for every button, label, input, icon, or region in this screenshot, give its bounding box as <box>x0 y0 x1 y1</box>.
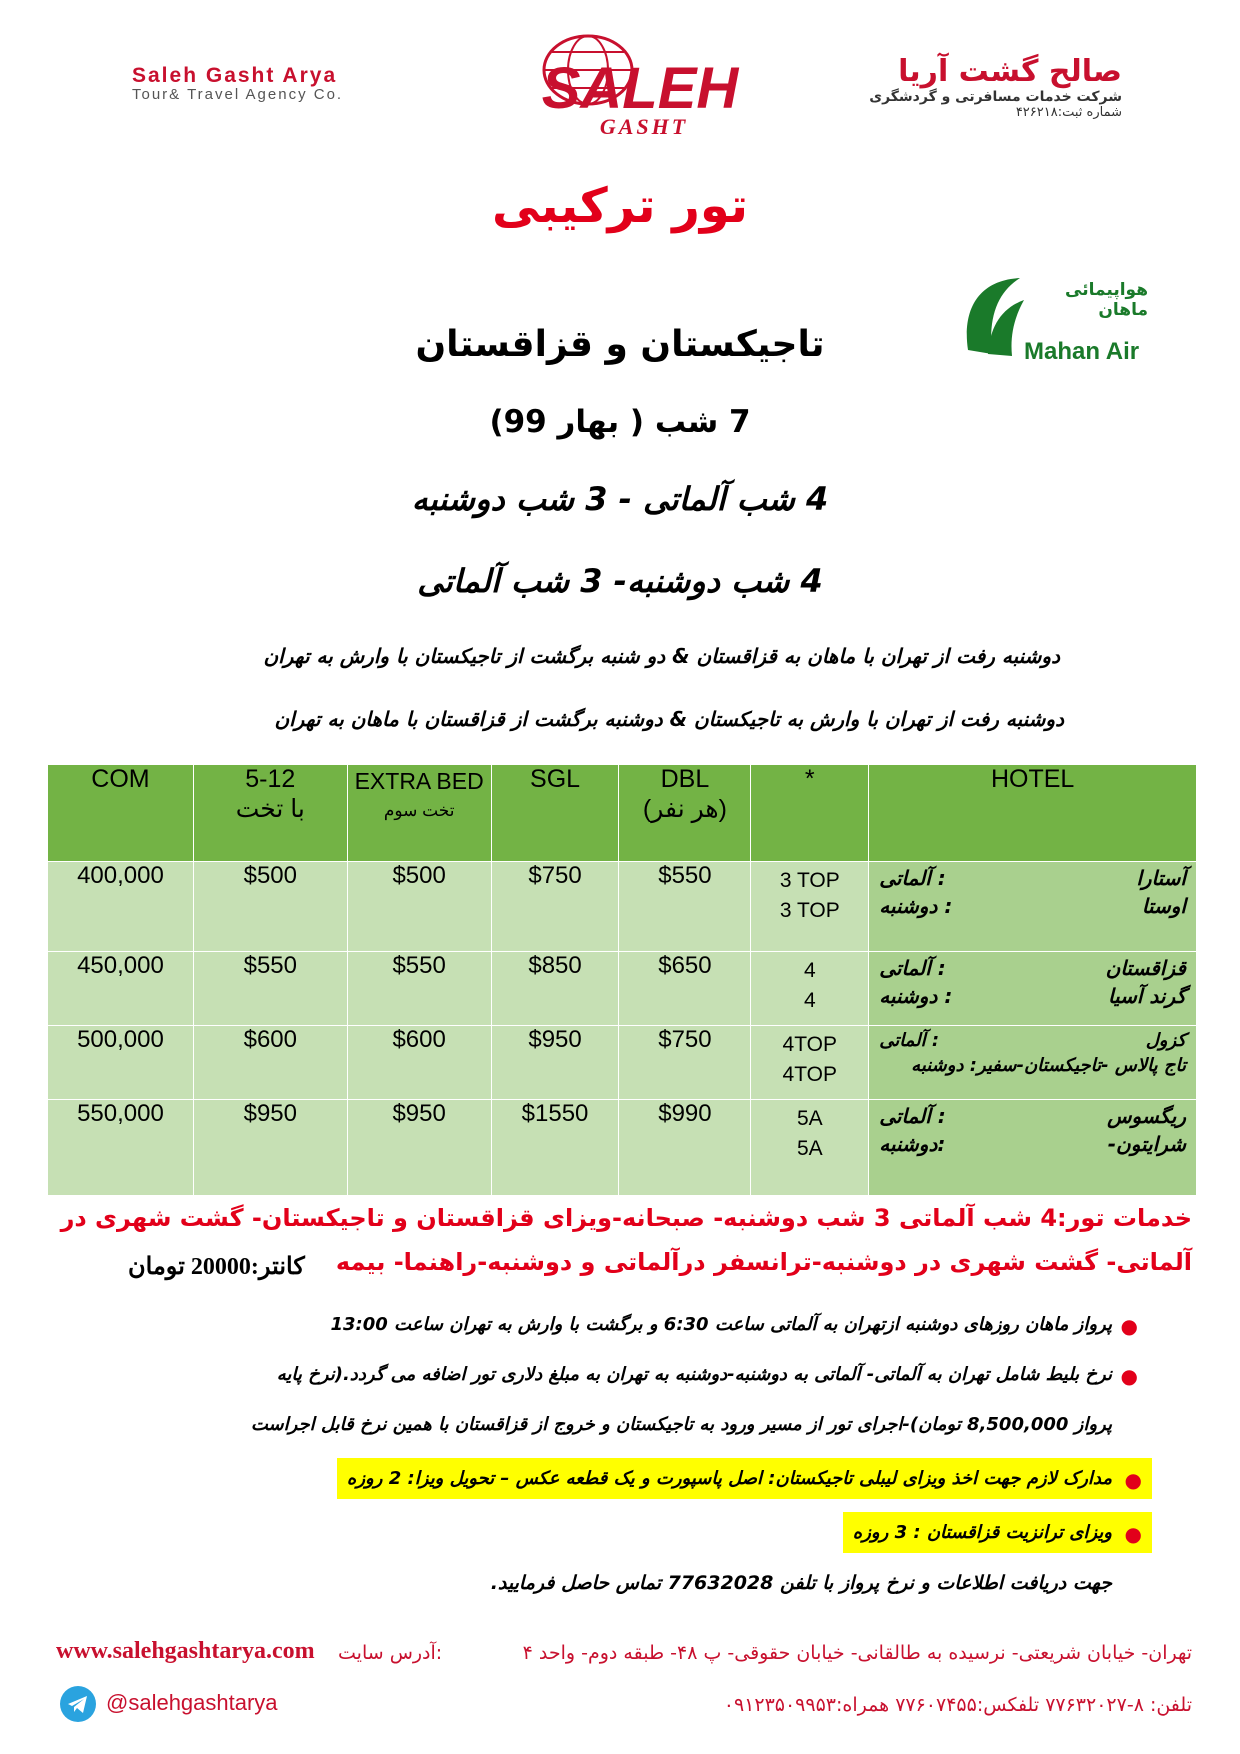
dbl-cell: $750 <box>619 1026 751 1100</box>
logo-main-text: SALEH <box>541 56 739 121</box>
brand-english <box>132 64 343 103</box>
bullet-visa-docs: ● مدارک لازم جهت اخذ ویزای لیبلی تاجیکستان: اصل پاسپورت و یک قطعه عکس – تحویل ویزا: 2 روزه <box>337 1458 1152 1499</box>
bullet-dot-icon: ● <box>1124 1468 1142 1492</box>
office-address: تهران- خیابان شریعتی- نرسیده به طالقانی- خیابان حقوقی- پ ۴۸- طبقه دوم- واحد ۴ <box>522 1642 1192 1664</box>
hotel-cell <box>869 1100 1197 1196</box>
price-table <box>47 764 1197 1196</box>
col-com: COM <box>48 765 194 862</box>
hotel-cell <box>869 952 1197 1026</box>
com-cell: 550,000 <box>48 1100 194 1196</box>
child-cell: $500 <box>193 862 347 952</box>
hotel-city: : آلماتی <box>879 956 946 980</box>
services-line-1: خدمات تور:4 شب آلماتی 3 شب دوشنبه- صبحانه-ویزای قزاقستان و تاجیکستان- گشت شهری در <box>60 1204 1192 1232</box>
bullet-ticket-price: ● نرخ بلیط شامل تهران به آلماتی- آلماتی به دوشنبه-دوشنبه به تهران به مبلغ دلاری تور اضافه می گردد.(نرخ پایه <box>276 1364 1138 1388</box>
col-child: 5-12 با تخت <box>193 765 347 862</box>
dbl-cell: $650 <box>619 952 751 1026</box>
category-cell: 3 TOP 3 TOP <box>751 862 869 952</box>
category-cell: 4TOP 4TOP <box>751 1026 869 1100</box>
hotel-name: قزاقستان <box>1105 956 1186 980</box>
phone-numbers: تلفن: ۸-۷۷۶۳۲۰۲۷ تلفکس:۷۷۶۰۷۴۵۵ همراه:۰۹۱۲۳۵۰۹۹۵۳ <box>723 1694 1192 1716</box>
logo-sub-text: GASHT <box>599 114 689 139</box>
counter-fee: کانتر:20000 تومان <box>128 1254 305 1280</box>
table-header-row <box>48 765 1197 862</box>
flight-note-2: دوشنبه رفت از تهران با وارش به تاجیکستان & دوشنبه برگشت از قزاقستان با ماهان به تهران <box>274 707 1064 731</box>
brand-fa-registration: شماره ثبت:۴۲۶۲۱۸ <box>1015 105 1122 120</box>
extra-bed-cell: $600 <box>347 1026 491 1100</box>
route-option-2: 4 شب دوشنبه- 3 شب آلماتی <box>417 562 823 600</box>
bullet-transit-visa: ● ویزای ترانزیت قزاقستان : 3 روزه <box>843 1512 1152 1553</box>
hotel-city: : آلماتی <box>879 1104 946 1128</box>
hotel-name: اوستا <box>1141 894 1186 918</box>
table-row <box>48 862 1197 952</box>
hotel-city: : آلماتی <box>879 1030 940 1051</box>
sgl-cell: $950 <box>491 1026 619 1100</box>
services-line-2: آلماتی- گشت شهری در دوشنبه-ترانسفر درآلماتی و دوشنبه-راهنما- بیمه <box>335 1248 1192 1276</box>
hotel-city: :دوشنبه <box>879 1132 946 1156</box>
com-cell: 400,000 <box>48 862 194 952</box>
col-hotel: HOTEL <box>869 765 1197 862</box>
brand-fa-title: صالح گشت آریا <box>898 54 1122 89</box>
extra-bed-cell: $550 <box>347 952 491 1026</box>
hotel-city: : آلماتی <box>879 866 946 890</box>
bullet-dot-icon: ● <box>1124 1522 1142 1546</box>
extra-bed-cell: $950 <box>347 1100 491 1196</box>
hotel-name: آستارا <box>1136 866 1186 890</box>
contact-note: جهت دریافت اطلاعات و نرخ پرواز با تلفن 77632028 تماس حاصل فرمایید. <box>490 1572 1112 1594</box>
hotel-name: گرند آسیا <box>1107 984 1186 1008</box>
destination-heading: تاجیکستان و قزاقستان <box>415 324 825 365</box>
telegram-icon[interactable] <box>60 1686 96 1722</box>
table-row <box>48 952 1197 1026</box>
com-cell: 450,000 <box>48 952 194 1026</box>
mahan-fa-name: هواپیمائی ماهان <box>1065 280 1148 320</box>
hotel-cell <box>869 862 1197 952</box>
website-link[interactable]: www.salehgashtarya.com <box>56 1638 315 1664</box>
extra-bed-cell: $500 <box>347 862 491 952</box>
bullet-ticket-price-cont: پرواز 8,500,000 تومان)-اجرای تور از مسیر ورود به تاجیکستان و خروج از قزاقستان با همین نرخ قابل اجراست <box>250 1414 1112 1435</box>
sgl-cell: $850 <box>491 952 619 1026</box>
hotel-cell <box>869 1026 1197 1100</box>
child-cell: $550 <box>193 952 347 1026</box>
hotel-name: تاج پالاس -تاجیکستان-سفیر: دوشنبه <box>911 1055 1186 1076</box>
hotel-city: : دوشنبه <box>879 894 953 918</box>
child-cell: $950 <box>193 1100 347 1196</box>
table-row <box>48 1100 1197 1196</box>
category-cell: 4 4 <box>751 952 869 1026</box>
hotel-name: شرایتون- <box>1107 1132 1186 1156</box>
hotel-name: کزول <box>1145 1030 1186 1051</box>
col-extra-bed: EXTRA BED تخت سوم <box>347 765 491 862</box>
brand-fa-subtitle: شرکت خدمات مسافرتی و گردشگری <box>869 89 1122 105</box>
dbl-cell: $990 <box>619 1100 751 1196</box>
brand-persian <box>869 54 1122 120</box>
table-row <box>48 1026 1197 1100</box>
col-dbl: DBL (هر نفر) <box>619 765 751 862</box>
bullet-dot-icon: ● <box>1120 1364 1138 1388</box>
flight-note-1: دوشنبه رفت از تهران با ماهان به قزاقستان & دو شنبه برگشت از تاجیکستان با وارش به تهران <box>263 644 1060 668</box>
col-sgl: SGL <box>491 765 619 862</box>
dbl-cell: $550 <box>619 862 751 952</box>
bullet-dot-icon: ● <box>1120 1314 1138 1338</box>
category-cell: 5A 5A <box>751 1100 869 1196</box>
brand-en-title: Saleh Gasht Arya <box>132 64 338 87</box>
mahan-en-name: Mahan Air <box>1024 338 1140 365</box>
route-option-1: 4 شب آلماتی - 3 شب دوشنبه <box>411 480 829 518</box>
saleh-gasht-logo <box>528 32 748 140</box>
child-cell: $600 <box>193 1026 347 1100</box>
bullet-flight-schedule: ● پرواز ماهان روزهای دوشنبه ازتهران به آلماتی ساعت 6:30 و برگشت با وارش به تهران ساعت 13:00 <box>330 1314 1138 1338</box>
telegram-handle[interactable]: @salehgashtarya <box>106 1690 278 1715</box>
sgl-cell: $1550 <box>491 1100 619 1196</box>
hotel-name: ریگسوس <box>1107 1104 1186 1128</box>
brand-en-subtitle: Tour& Travel Agency Co. <box>132 86 344 103</box>
page-title: تور ترکیبی <box>491 178 748 234</box>
hotel-city: : دوشنبه <box>879 984 953 1008</box>
nights-heading: 7 شب ( بهار 99) <box>489 404 751 440</box>
col-star: * <box>751 765 869 862</box>
com-cell: 500,000 <box>48 1026 194 1100</box>
website-label: :آدرس سایت <box>338 1642 443 1664</box>
sgl-cell: $750 <box>491 862 619 952</box>
